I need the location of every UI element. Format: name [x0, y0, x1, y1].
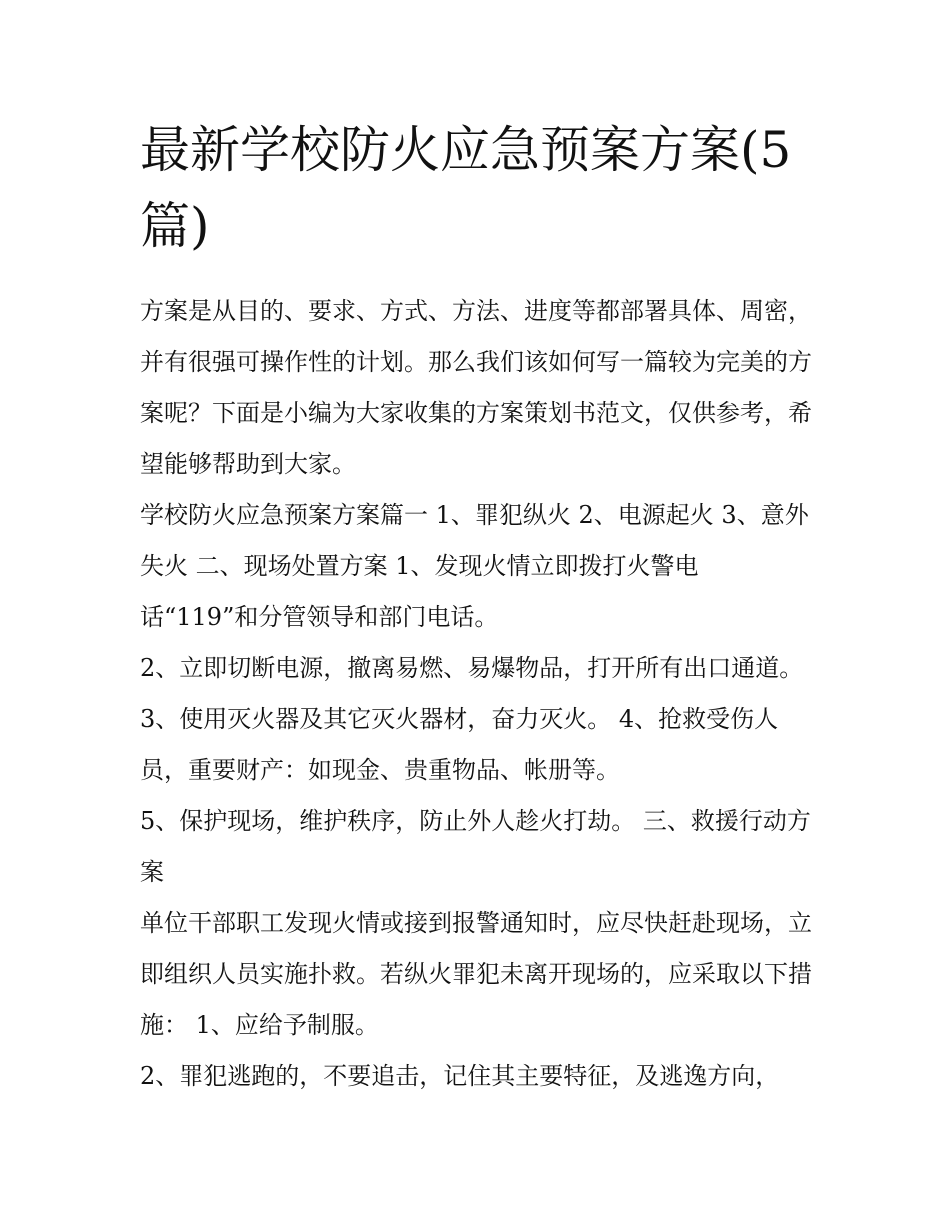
paragraph-rescue-action: 单位干部职工发现火情或接到报警通知时，应尽快赶赴现场，立即组织人员实施扑救。若纵火罪犯未离开现场的，应采取以下措施： 1、应给予制服。: [140, 909, 812, 1039]
paragraph-fire-response: 2、立即切断电源，撤离易燃、易爆物品，打开所有出口通道。 3、使用灭火器及其它灭火器材，奋力灭火。 4、抢救受伤人员，重要财产：如现金、贵重物品、帐册等。: [140, 654, 804, 784]
paragraph-intro: 方案是从目的、要求、方式、方法、进度等都部署具体、周密，并有很强可操作性的计划。那么我们该如何写一篇较为完美的方案呢？下面是小编为大家收集的方案策划书范文，仅供参考，希望能够帮助到大家。: [140, 297, 812, 478]
paragraph-criminal-escape: 2、罪犯逃跑的，不要追击，记住其主要特征，及逃逸方向，: [140, 1062, 780, 1090]
document-page: [140, 112, 815, 1102]
document-title: 最新学校防火应急预案方案(5篇): [140, 121, 792, 255]
paragraph-fire-causes: 学校防火应急预案方案篇一 1、罪犯纵火 2、电源起火 3、意外失火 二、现场处置方案 1、发现火情立即拨打火警电话“119”和分管领导和部门电话。: [140, 501, 809, 631]
paragraph-protect-scene: 5、保护现场，维护秩序，防止外人趁火打劫。 三、救援行动方案: [140, 807, 811, 886]
